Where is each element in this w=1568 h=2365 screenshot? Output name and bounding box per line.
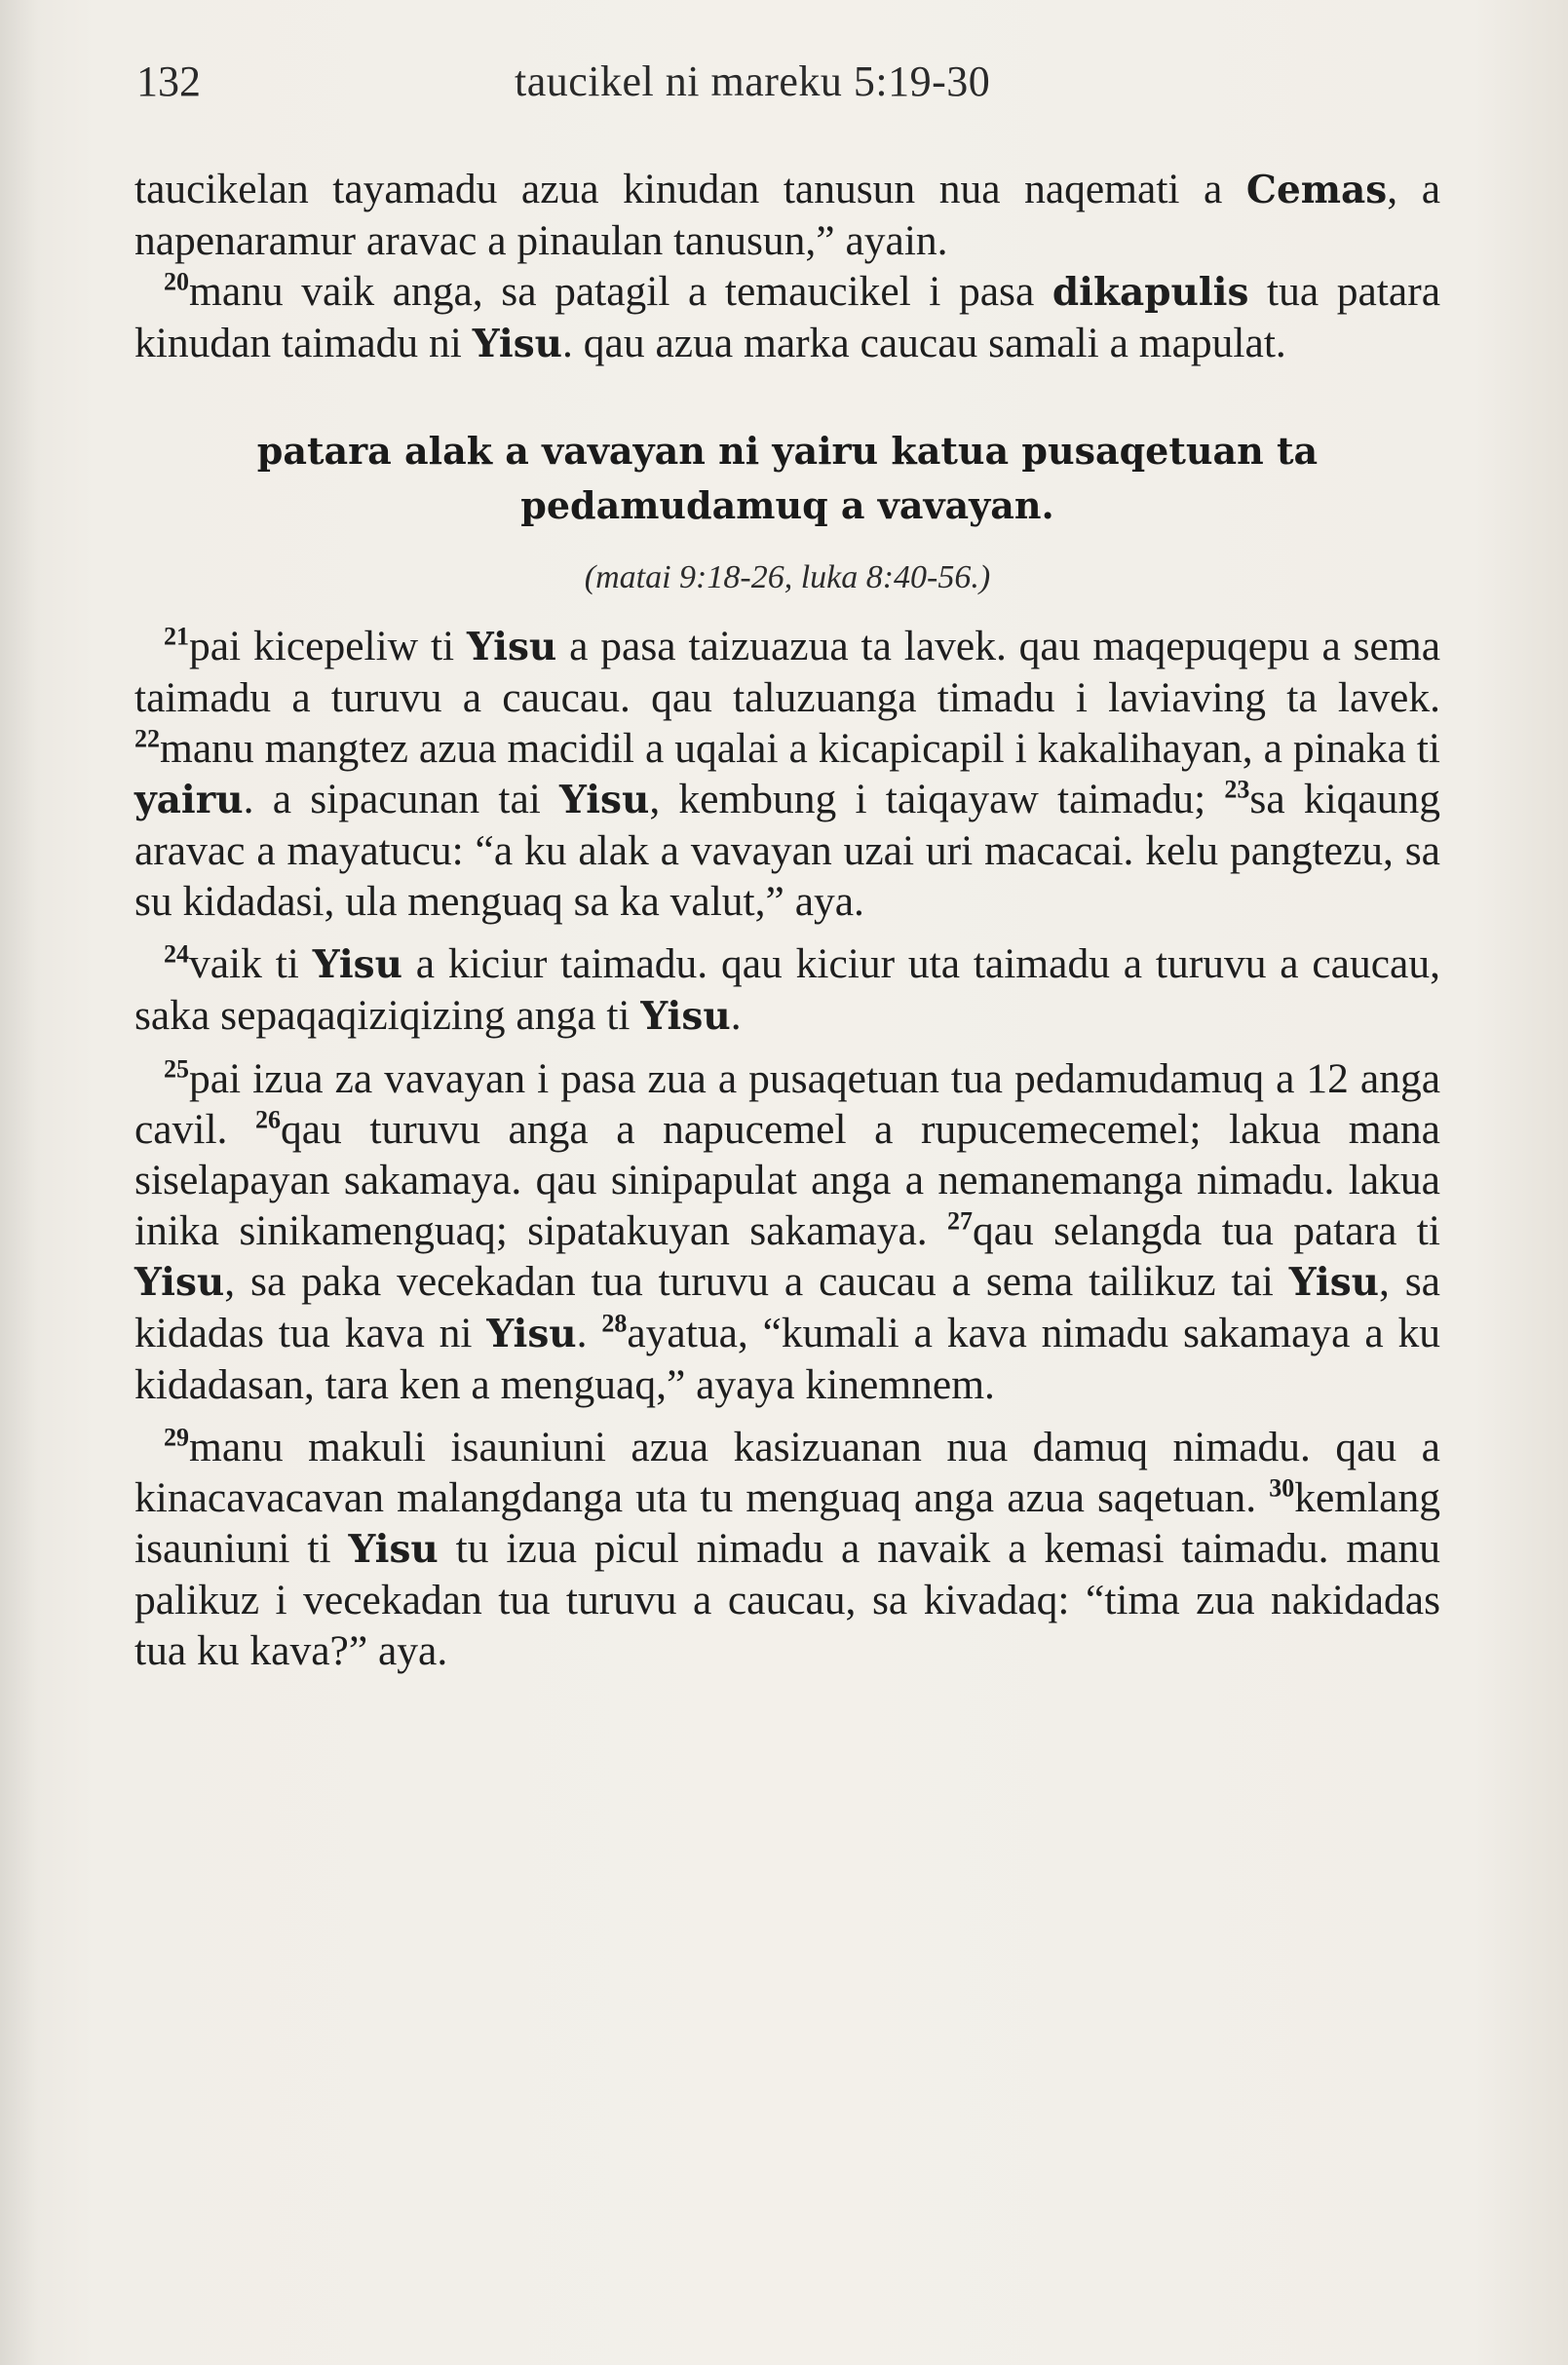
name-highlight: yairu xyxy=(134,778,244,822)
verse-text: a pasa taizuazua ta lavek. qau maqepuqepu a sema taimadu a turuvu a caucau. qau taluzuanga timadu i laviaving ta lavek. xyxy=(134,623,1440,721)
verse-number: 30 xyxy=(1269,1473,1295,1503)
verse-text: , sa kidadas tua kava ni xyxy=(134,1258,1440,1356)
name-highlight: Yisu xyxy=(1288,1260,1380,1305)
verse-text: . qau azua marka caucau samali a mapulat. xyxy=(562,320,1286,366)
name-highlight: Yisu xyxy=(486,1312,577,1356)
name-highlight: Yisu xyxy=(312,942,402,987)
verse-number: 24 xyxy=(164,939,189,969)
name-highlight: Yisu xyxy=(472,322,563,366)
verse-text: tua patara kinudan taimadu ni xyxy=(134,268,1440,366)
section-heading xyxy=(134,424,1440,533)
body-text xyxy=(134,164,1440,1676)
verse-text: qau turuvu anga a napucemel a rupucemecemel; lakua mana siselapayan sakamaya. qau sinipapulat anga a nemanemanga nimadu. lakua inika sinikamenguaq; sipatakuyan sakamaya. xyxy=(134,1106,1440,1254)
binding-shadow xyxy=(0,0,39,2365)
name-highlight: Yisu xyxy=(559,778,650,822)
name-highlight: Yisu xyxy=(466,625,557,669)
verse-text: pai izua za vavayan i pasa zua a pusaqetuan tua pedamudamuq a 12 anga cavil. xyxy=(134,1055,1440,1153)
name-highlight: Yisu xyxy=(348,1527,439,1572)
verse-text: manu mangtez azua macidil a uqalai a kicapicapil i kakalihayan, a pinaka ti xyxy=(160,725,1440,772)
verse-text: pai kicepeliw ti xyxy=(189,623,467,669)
name-highlight: Yisu xyxy=(134,1260,225,1305)
verse-number: 28 xyxy=(601,1309,628,1338)
verse-text: vaik ti xyxy=(189,940,313,987)
name-highlight: dikapulis xyxy=(1052,270,1249,315)
verse-text: a kiciur taimadu. qau kiciur uta taimadu a turuvu a caucau, saka sepaqaqiziqizing anga ti xyxy=(134,940,1440,1039)
verse-text: manu makuli isauniuni azua kasizuanan nua damuq nimadu. qau a kinacavacavan malangdanga uta tu menguaq anga azua saqetuan. xyxy=(134,1424,1440,1521)
verse-number: 23 xyxy=(1224,775,1250,804)
page-number: 132 xyxy=(136,57,201,105)
verse-25-28 xyxy=(134,1053,1440,1410)
verse-number: 20 xyxy=(164,267,189,296)
verse-text: , sa paka vecekadan tua turuvu a caucau a sema tailikuz tai xyxy=(224,1258,1289,1305)
verse-number: 27 xyxy=(947,1206,973,1236)
verse-text: . xyxy=(730,992,742,1039)
verse-text: , kembung i taiqayaw taimadu; xyxy=(649,776,1225,822)
verse-number: 29 xyxy=(164,1423,189,1452)
verse-text: . a sipacunan tai xyxy=(243,776,560,822)
running-head: taucikel ni mareku 5:19-30 xyxy=(515,57,991,105)
verse-24 xyxy=(134,938,1440,1042)
page-header xyxy=(136,57,1433,115)
cross-reference: (matai 9:18-26, luka 8:40-56.) xyxy=(584,559,991,595)
verse-text: . xyxy=(576,1310,602,1356)
verse-number: 25 xyxy=(164,1054,189,1084)
section-heading-line1: patara alak a vavayan ni yairu katua pusaqetuan ta xyxy=(256,429,1319,473)
verse-number: 21 xyxy=(164,622,189,651)
intro-line1: taucikelan tayamadu azua kinudan tanusun nua naqemati a xyxy=(134,166,1223,212)
verse-text: kemlang isauniuni ti xyxy=(134,1474,1440,1572)
verse-number: 26 xyxy=(255,1105,281,1134)
verse-number: 22 xyxy=(134,724,160,753)
intro-paragraph xyxy=(134,164,1440,266)
verse-20 xyxy=(134,266,1440,369)
verse-21-23 xyxy=(134,621,1440,927)
verse-text: manu vaik anga, sa patagil a temaucikel i pasa xyxy=(189,268,1052,315)
verse-29-30 xyxy=(134,1422,1440,1676)
name-cemas: Cemas xyxy=(1245,168,1388,212)
intro-line2: , a napenaramur aravac a pinaulan tanusun,” ayain. xyxy=(134,166,1441,264)
verse-text: tu izua picul nimadu a navaik a kemasi taimadu. manu palikuz i vecekadan tua turuvu a caucau, sa kivadaq: “tima zua nakidadas tua ku kava?” aya. xyxy=(134,1525,1440,1674)
section-heading-line2: pedamudamuq a vavayan. xyxy=(520,483,1054,527)
verse-text: qau selangda tua patara ti xyxy=(973,1207,1440,1254)
verse-text: ayatua, “kumali a kava nimadu sakamaya a ku kidadasan, tara ken a menguaq,” ayaya kinemnem. xyxy=(134,1310,1440,1408)
name-highlight: Yisu xyxy=(640,994,731,1039)
verse-text: sa kiqaung aravac a mayatucu: “a ku alak a vavayan uzai uri macacai. kelu pangtezu, sa su kidadasi, ula menguaq sa ka valut,” aya. xyxy=(134,776,1440,925)
